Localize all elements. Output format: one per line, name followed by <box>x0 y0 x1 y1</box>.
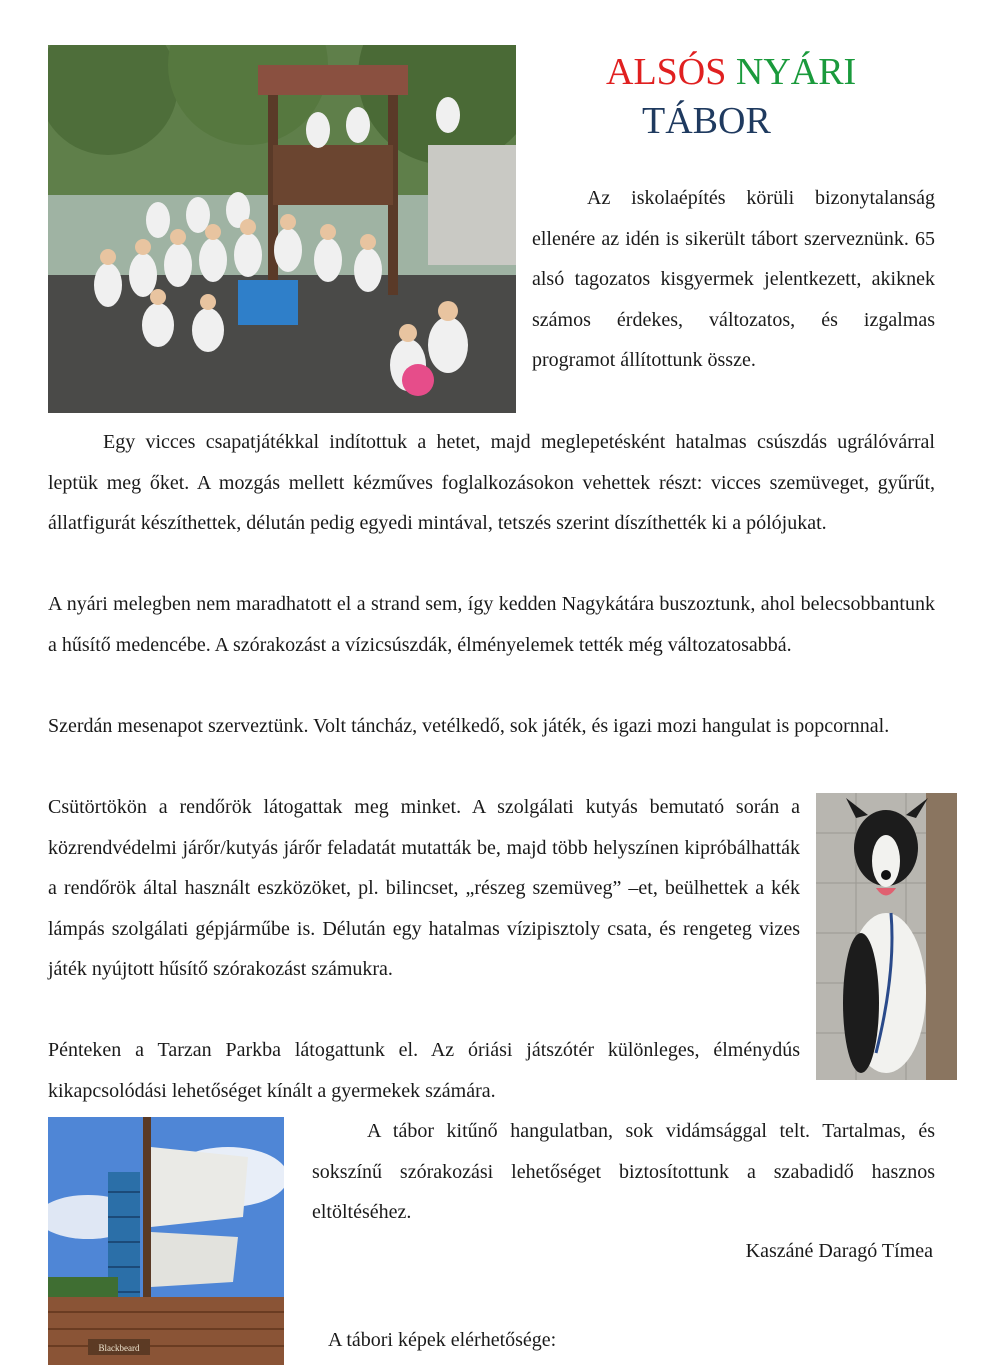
photos-link-label: A tábori képek elérhetősége: <box>328 1329 557 1351</box>
intro-paragraph: Az iskolaépítés körüli bizonytalanság ellenére az idén is sikerült tábort szerveznünk. 65 alsó tagozatos kisgyermek jelentkezett, akiknek számos érdekes, változatos, és izgalmas programot állítottunk össze. <box>532 187 935 372</box>
title-word-nyari: NYÁRI <box>735 51 857 93</box>
title-word-tabor: TÁBOR <box>642 100 771 142</box>
tuesday-paragraph: A nyári melegben nem maradhatott el a strand sem, így kedden Nagykátára buszoztunk, ahol belecsobbantunk a hűsítő medencébe. A szórakozást a vízicsúszdák, élményelemek tették még változatosabbá. <box>48 593 935 656</box>
article-title-line1 <box>606 52 856 92</box>
group-photo <box>48 45 516 413</box>
closing-paragraph: A tábor kitűnő hangulatban, sok vidámsággal telt. Tartalmas, és sokszínű szórakozási lehetőséget biztosítottunk a szabadidő hasznos eltöltéséhez. <box>312 1120 935 1224</box>
blackbeard-sign: Blackbeard <box>98 1343 140 1353</box>
dog-photo <box>816 793 957 1080</box>
title-word-alsos: ALSÓS <box>606 51 727 93</box>
author-signature: Kaszáné Daragó Tímea <box>745 1240 933 1262</box>
thursday-paragraph: Csütörtökön a rendőrök látogattak meg minket. A szolgálati kutyás bemutató során a közrendvédelmi járőr/kutyás járőr feladatát mutatták be, majd több helyszínen kipróbálhatták a rendőrök által használt eszközöket, pl. bilincset, „részeg szemüveg” –et, beülhettek a kék lámpás szolgálati gépjárműbe is. Délután egy hatalmas vízipisztoly csata, és rengeteg vizes játék nyújtott hűsítő szórakozást számukra. <box>48 796 800 981</box>
friday-paragraph: Pénteken a Tarzan Parkba látogattunk el. Az óriási játszótér különleges, élménydús kikapcsolódási lehetőséget kínált a gyermekek számára. <box>48 1039 800 1102</box>
wednesday-paragraph: Szerdán mesenapot szerveztünk. Volt táncház, vetélkedő, sok játék, és igazi mozi hangulat is popcornnal. <box>48 715 890 737</box>
playground-photo <box>48 1117 284 1365</box>
monday-paragraph: Egy vicces csapatjátékkal indítottuk a hetet, majd meglepetésként hatalmas csúszdás ugrálóvárral leptük meg őket. A mozgás mellett kézműves foglalkozásokon vehettek részt: vicces szemüveget, gyűrűt, állatfigurát készíthettek, délután pedig egyedi mintával, tetszés szerint díszíthették ki a pólójukat. <box>48 431 935 535</box>
